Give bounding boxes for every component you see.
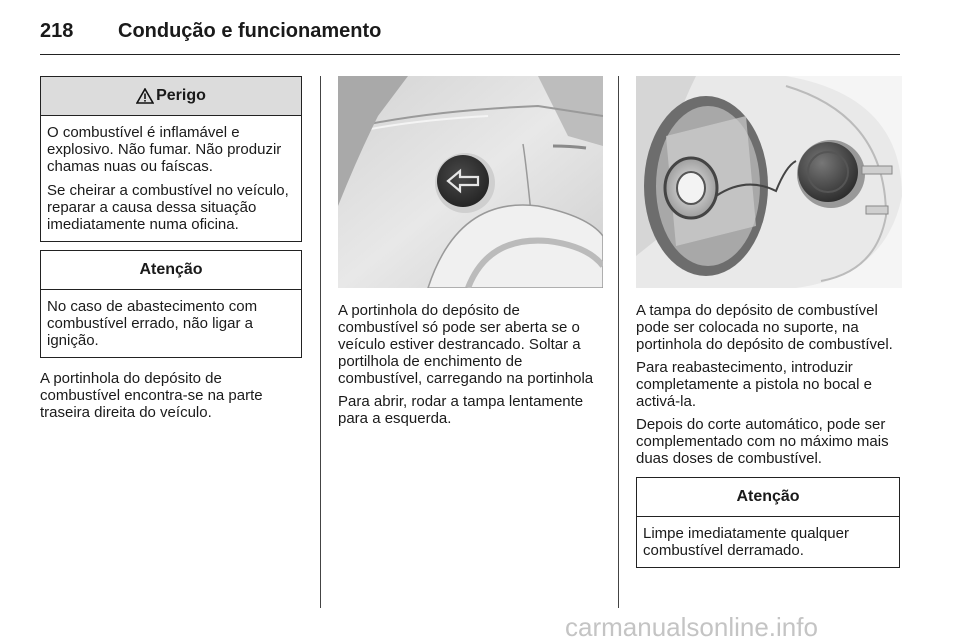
- attention-paragraph: Limpe imediatamente qualquer combustível derramado.: [643, 525, 849, 559]
- warning-triangle-icon: [136, 88, 154, 104]
- attention-paragraph: No caso de abastecimento com combustível errado, não ligar a ignição.: [47, 298, 258, 349]
- attention-box-header: [637, 478, 899, 517]
- body-paragraph: Depois do corte automático, pode ser complementado com no máximo mais duas doses de combustível.: [636, 416, 889, 467]
- column-3: [636, 302, 902, 568]
- column-divider: [618, 76, 619, 608]
- danger-paragraph: O combustível é inflamável e explosivo. Não fumar. Não produzir chamas nuas ou faíscas.: [47, 124, 282, 175]
- attention-box-title: Atenção: [139, 261, 203, 278]
- body-paragraph: A portinhola do depósito de combustível encontra-se na parte traseira direita do veículo.: [40, 370, 263, 421]
- body-paragraph: A portinhola do depósito de combustível só pode ser aberta se o veículo estiver destrancado. Soltar a portilhola de enchimento de combustível, carregando na portinhola: [338, 302, 594, 387]
- danger-box-header: [41, 77, 301, 116]
- danger-box-title: Perigo: [156, 87, 206, 104]
- page-header: [40, 14, 900, 55]
- fuel-door-illustration: [338, 76, 603, 288]
- danger-paragraph: Se cheirar a combustível no veículo, reparar a causa dessa situação imediatamente numa oficina.: [47, 182, 289, 233]
- page-number: 218: [40, 20, 74, 42]
- fuel-door-closed-illustration: [338, 76, 603, 288]
- attention-box-header: [41, 251, 301, 290]
- body-text: [338, 302, 603, 427]
- fuel-cap-open-illustration: [636, 76, 902, 288]
- attention-box-body: [637, 517, 899, 567]
- body-text: [40, 370, 302, 421]
- column-1: [40, 76, 302, 427]
- attention-box: [636, 477, 900, 568]
- body-paragraph: Para abrir, rodar a tampa lentamente para a esquerda.: [338, 393, 584, 427]
- watermark: carmanualsonline.info: [565, 612, 818, 642]
- danger-box: [40, 76, 302, 242]
- attention-box: [40, 250, 302, 358]
- attention-box-title: Atenção: [736, 488, 800, 505]
- body-paragraph: A tampa do depósito de combustível pode ser colocada no suporte, na portinhola do depósito de combustível.: [636, 302, 893, 353]
- column-2: [338, 302, 603, 433]
- attention-box-body: [41, 290, 301, 357]
- danger-box-body: [41, 116, 301, 241]
- body-paragraph: Para reabastecimento, introduzir completamente a pistola no bocal e activá-la.: [636, 359, 872, 410]
- body-text: [636, 302, 902, 467]
- column-divider: [320, 76, 321, 608]
- fuel-cap-illustration: [636, 76, 902, 288]
- section-title: Condução e funcionamento: [118, 20, 382, 42]
